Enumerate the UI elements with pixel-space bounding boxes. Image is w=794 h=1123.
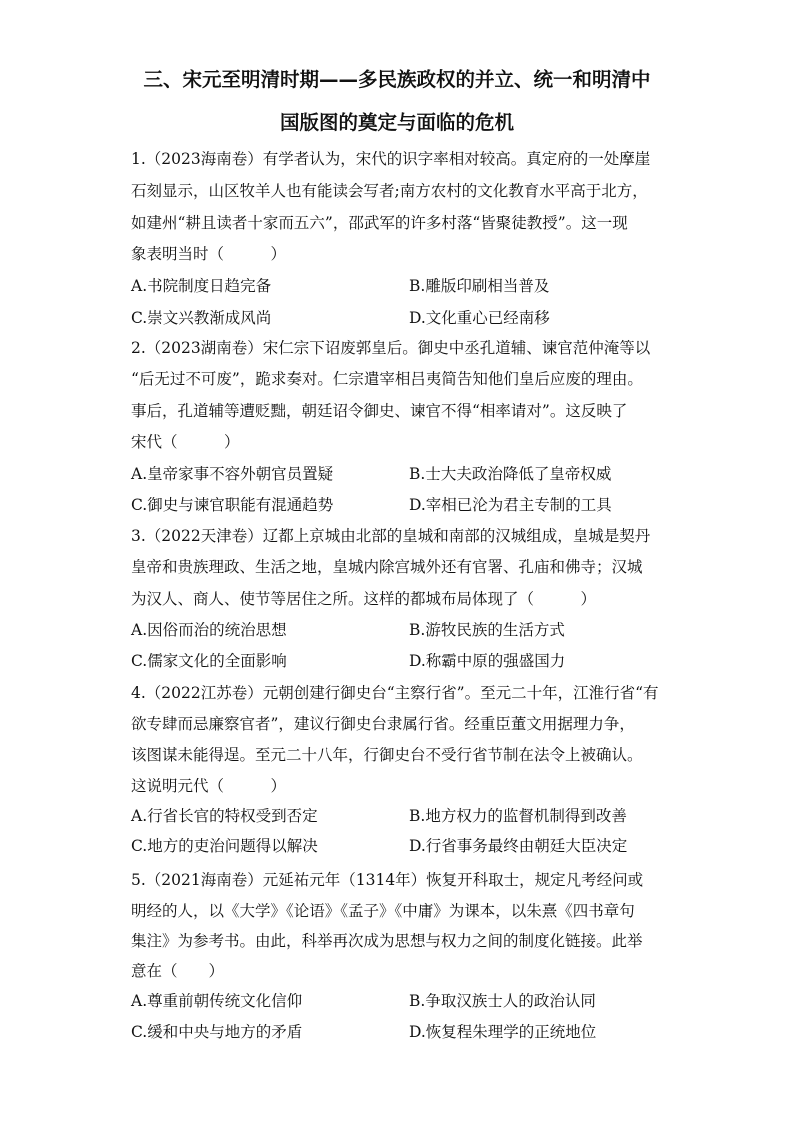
- question-stem-line: 4.（2022江苏卷）元朝创建行御史台“主察行省”。至元二十年，江淮行省“有: [131, 684, 659, 702]
- question-stem-line: 1.（2023海南卷）有学者认为，宋代的识字率相对较高。真定府的一处摩崖: [131, 150, 651, 168]
- question-stem-line: 明经的人，以《大学》《论语》《孟子》《中庸》为课本，以朱熹《四书章句: [131, 902, 635, 920]
- question-stem-line: 石刻显示，山区牧羊人也有能读会写者;南方农村的文化教育水平高于北方，: [131, 182, 648, 200]
- question-stem-line: 3.（2022天津卷）辽都上京城由北部的皇城和南部的汉城组成，皇城是契丹: [131, 527, 651, 545]
- option-b: B.地方权力的监督机制得到改善: [409, 807, 627, 825]
- option-c: C.缓和中央与地方的矛盾: [131, 1023, 303, 1041]
- option-c: C.崇文兴教渐成风尚: [131, 309, 272, 327]
- option-c: C.儒家文化的全面影响: [131, 652, 287, 670]
- option-d: D.称霸中原的强盛国力: [409, 652, 566, 670]
- option-c: C.地方的吏治问题得以解决: [131, 837, 318, 855]
- option-c: C.御史与谏官职能有混通趋势: [131, 496, 334, 514]
- question-stem-line: 该图谋未能得逞。至元二十八年，行御史台不受行省节制在法令上被确认。: [131, 746, 643, 764]
- option-a: A.书院制度日趋完备: [131, 277, 272, 295]
- question-stem-line: 5.（2021海南卷）元延祐元年（1314年）恢复开科取士，规定凡考经问或: [131, 871, 644, 889]
- question-stem-line: 事后，孔道辅等遭贬黜，朝廷诏令御史、谏官不得“相率请对”。这反映了: [131, 402, 628, 420]
- question-stem-line: 这说明元代（ ）: [131, 777, 287, 795]
- option-a: A.皇帝家事不容外朝官员置疑: [131, 465, 334, 483]
- option-d: D.文化重心已经南移: [409, 309, 550, 327]
- question-stem-line: 皇帝和贵族理政、生活之地，皇城内除宫城外还有官署、孔庙和佛寺；汉城: [131, 558, 643, 576]
- question-stem-line: 集注》为参考书。由此，科举再次成为思想与权力之间的制度化链接。此举: [131, 932, 643, 950]
- option-d: D.行省事务最终由朝廷大臣决定: [409, 837, 628, 855]
- option-a: A.行省长官的特权受到否定: [131, 807, 318, 825]
- question-stem-line: 如建州“耕且读者十家而五六”，邵武军的许多村落“皆聚徒教授”。这一现: [131, 214, 628, 232]
- question-stem-line: 意在（ ）: [131, 962, 225, 980]
- question-stem-line: 宋代（ ）: [131, 433, 240, 451]
- question-stem-line: 2.（2023湖南卷）宋仁宗下诏废郭皇后。御史中丞孔道辅、谏官范仲淹等以: [131, 339, 651, 357]
- option-a: A.尊重前朝传统文化信仰: [131, 992, 303, 1010]
- question-stem-line: “后无过不可废”，跪求奏对。仁宗遣宰相吕夷简告知他们皇后应废的理由。: [131, 370, 643, 388]
- option-d: D.宰相已沦为君主专制的工具: [409, 496, 612, 514]
- option-a: A.因俗而治的统治思想: [131, 621, 287, 639]
- option-b: B.雕版印刷相当普及: [409, 277, 550, 295]
- option-b: B.争取汉族士人的政治认同: [409, 992, 596, 1010]
- option-b: B.士大夫政治降低了皇帝权威: [409, 465, 612, 483]
- option-d: D.恢复程朱理学的正统地位: [409, 1023, 597, 1041]
- section-title-line-1: 三、宋元至明清时期——多民族政权的并立、统一和明清中: [143, 68, 651, 91]
- question-stem-line: 欲专肆而忌廉察官者”，建议行御史台隶属行省。经重臣董文用据理力争，: [131, 715, 635, 733]
- question-stem-line: 象表明当时（ ）: [131, 245, 287, 263]
- option-b: B.游牧民族的生活方式: [409, 621, 565, 639]
- question-stem-line: 为汉人、商人、使节等居住之所。这样的都城布局体现了（ ）: [131, 590, 597, 608]
- section-title-line-2: 国版图的奠定与面临的危机: [279, 111, 514, 134]
